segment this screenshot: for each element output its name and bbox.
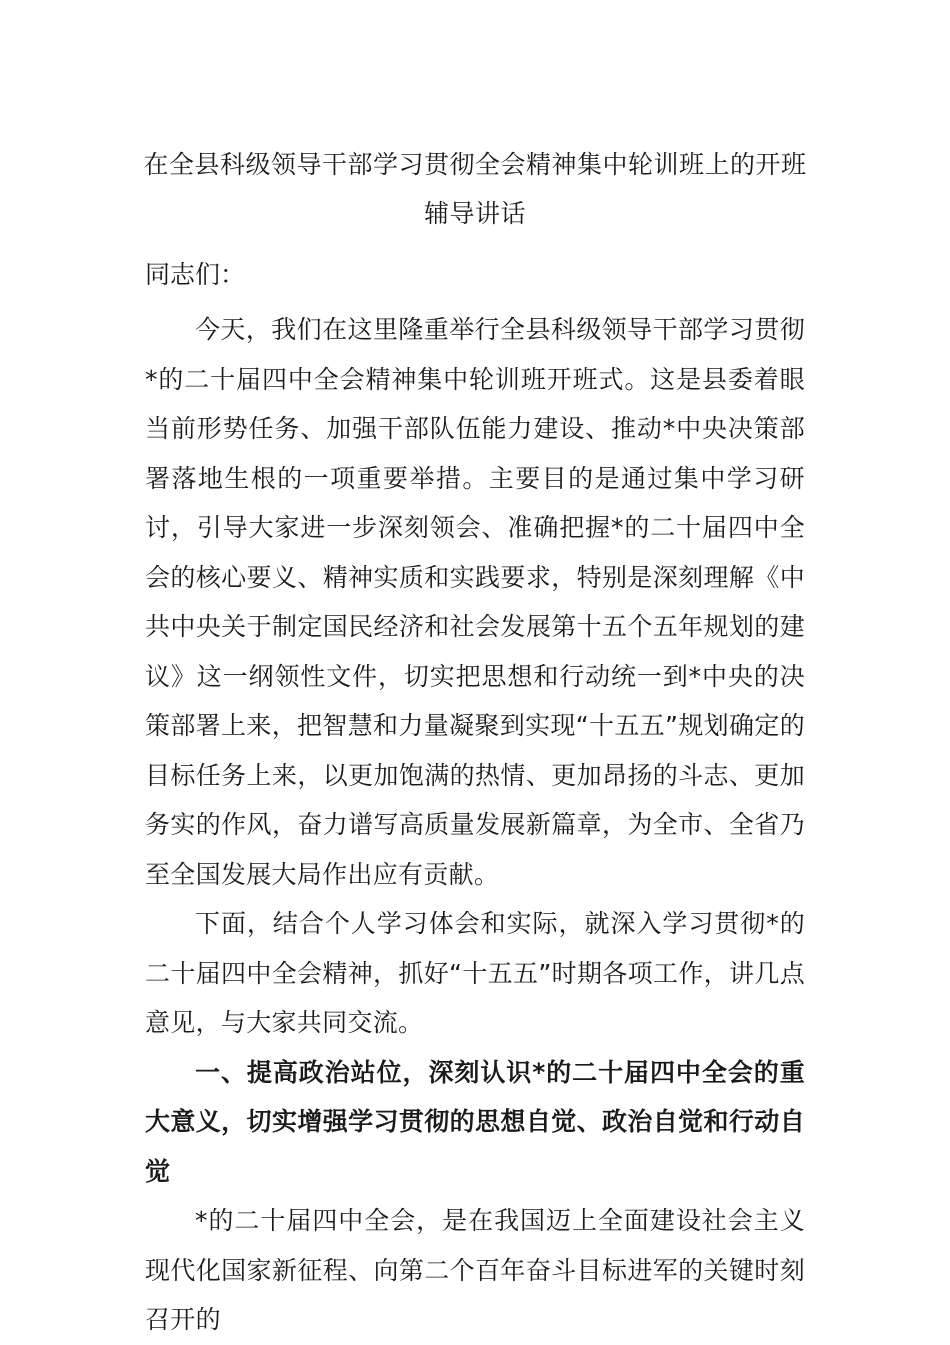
section-heading-1: 一、提高政治站位，深刻认识*的二十届四中全会的重大意义，切实增强学习贯彻的思想自觉、政治自觉和行动自觉 [145, 1057, 805, 1186]
paragraph-opening: 今天，我们在这里隆重举行全县科级领导干部学习贯彻*的二十届四中全会精神集中轮训班开班式。这是县委着眼当前形势任务、加强干部队伍能力建设、推动*中央决策部署落地生根的一项重要举措。主要目的是通过集中学习研讨，引导大家进一步深刻领会、准确把握*的二十届四中全会的核心要义、精神实质和实践要求，特别是深刻理解《中共中央关于制定国民经济和社会发展第十五个五年规划的建议》这一纲领性文件，切实把思想和行动统一到*中央的决策部署上来，把智慧和力量凝聚到实现“十五五”规划确定的目标任务上来，以更加饱满的热情、更加昂扬的斗志、更加务实的作风，奋力谱写高质量发展新篇章，为全市、全省乃至全国发展大局作出应有贡献。 [145, 315, 805, 889]
document-body [145, 140, 805, 1345]
document-title: 在全县科级领导干部学习贯彻全会精神集中轮训班上的开班辅导讲话 [143, 150, 807, 228]
paragraph-intro: 下面，结合个人学习体会和实际，就深入学习贯彻*的二十届四中全会精神，抓好“十五五”时期各项工作，讲几点意见，与大家共同交流。 [145, 909, 805, 1037]
salutation: 同志们： [145, 260, 246, 289]
paragraph-section-1: *的二十届四中全会，是在我国迈上全面建设社会主义现代化国家新征程、向第二个百年奋斗目标进军的关键时刻召开的 [145, 1206, 805, 1334]
